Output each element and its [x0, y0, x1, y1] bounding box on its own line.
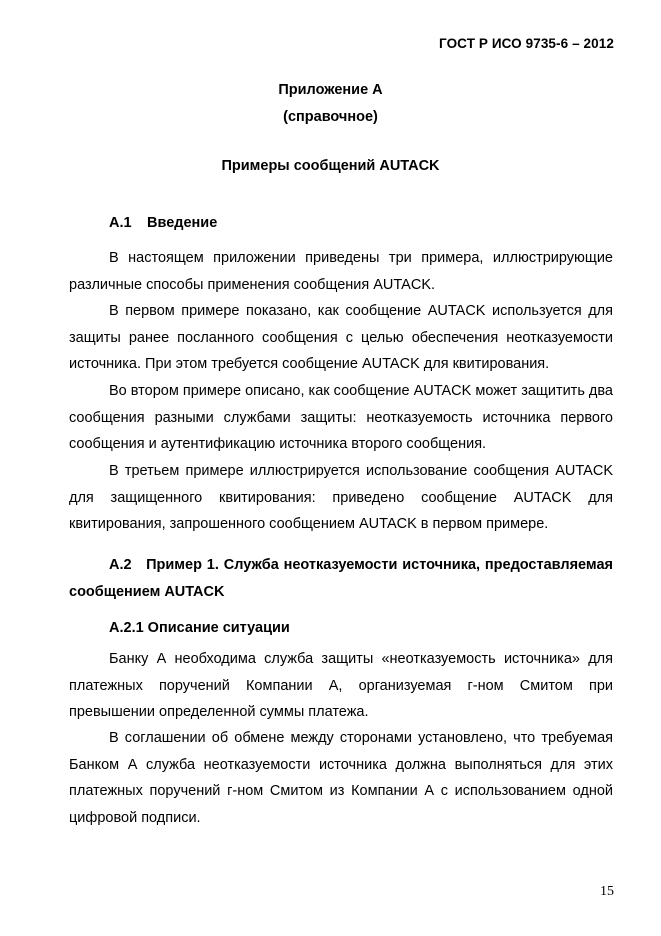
annex-title: Приложение А — [278, 82, 383, 98]
paragraph: Банку А необходима служба защиты «неотказуемость источника» для платежных поручений Компании А, организуемая г-ном Смитом при превышении определенной суммы платежа. — [69, 651, 613, 720]
page-number: 15 — [600, 884, 614, 899]
paragraph: В третьем примере иллюстрируется использование сообщения AUTACK для защищенного квитирования: приведено сообщение AUTACK для квитирования, запрошенного сообщением AUTACK в первом примере. — [69, 463, 613, 532]
section-number: А.1 — [109, 215, 132, 231]
paragraph: В первом примере показано, как сообщение AUTACK используется для защиты ранее посланного сообщения с целью обеспечения неотказуемости источника. При этом требуется сообщение AUTACK для квитирования. — [69, 303, 613, 372]
section-a21-heading: А.2.1 Описание ситуации — [109, 620, 290, 636]
paragraph: Во втором примере описано, как сообщение AUTACK может защитить два сообщения разными службами защиты: неотказуемость источника первого сообщения и аутентификацию источника второго сообщения. — [69, 383, 613, 452]
section-title: Пример 1. Служба неотказуемости источника, предоставляемая сообщением AUTACK — [69, 557, 613, 600]
annex-status: (справочное) — [283, 109, 378, 125]
document-header-id: ГОСТ Р ИСО 9735-6 – 2012 — [439, 36, 614, 51]
section-a2-heading — [69, 552, 613, 605]
paragraph: В настоящем приложении приведены три примера, иллюстрирующие различные способы применения сообщения AUTACK. — [69, 250, 613, 293]
section-title: Введение — [147, 215, 218, 231]
section-number: А.2 — [109, 557, 132, 573]
annex-subtitle: Примеры сообщений AUTACK — [221, 158, 440, 174]
paragraph: В соглашении об обмене между сторонами установлено, что требуемая Банком А служба неотказуемости источника должна выполняться для этих платежных поручений г-ном Смитом из Компании А с использованием одной цифровой подписи. — [69, 730, 613, 826]
section-a1-heading — [109, 215, 217, 231]
